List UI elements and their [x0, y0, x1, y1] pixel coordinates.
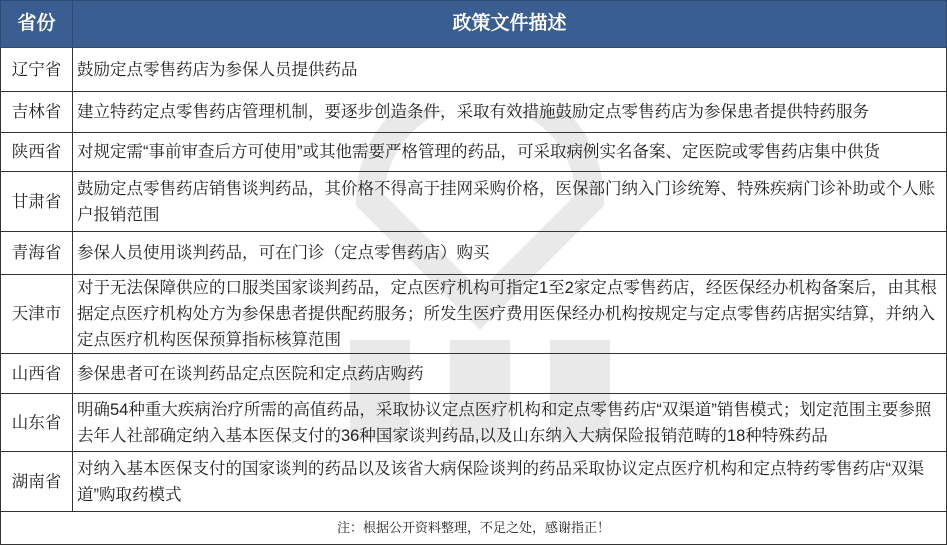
table-row: [1, 48, 947, 92]
description-cell: 对纳入基本医保支付的国家谈判的药品以及该省大病保险谈判的药品采取协议定点医疗机构和定点特药零售药店“双渠道”购取药模式: [73, 452, 947, 512]
table-row: [1, 394, 947, 452]
description-cell: 建立特药定点零售药店管理机制，要逐步创造条件，采取有效措施鼓励定点零售药店为参保患者提供特药服务: [73, 92, 947, 133]
province-cell: 辽宁省: [1, 48, 73, 92]
description-cell: 参保患者可在谈判药品定点医院和定点药店购药: [73, 354, 947, 394]
description-cell: 对规定需“事前审查后方可使用”或其他需要严格管理的药品，可采取病例实名备案、定医院或零售药店集中供货: [73, 133, 947, 172]
description-cell: 鼓励定点零售药店销售谈判药品，其价格不得高于挂网采购价格，医保部门纳入门诊统筹、特殊疾病门诊补助或个人账户报销范围: [73, 172, 947, 232]
table-row: [1, 232, 947, 275]
table-row: [1, 354, 947, 394]
province-cell: 山东省: [1, 394, 73, 452]
description-cell: 参保人员使用谈判药品，可在门诊（定点零售药店）购买: [73, 232, 947, 275]
header-province: 省份: [1, 1, 73, 48]
footnote: 注：根据公开资料整理，不足之处，感谢指正！: [1, 512, 947, 545]
table-row: [1, 92, 947, 133]
description-cell: 鼓励定点零售药店为参保人员提供药品: [73, 48, 947, 92]
table-row: [1, 133, 947, 172]
table-row: [1, 452, 947, 512]
province-cell: 吉林省: [1, 92, 73, 133]
province-cell: 陕西省: [1, 133, 73, 172]
table-header: [1, 1, 947, 48]
footer-row: [1, 512, 947, 545]
table-row: [1, 172, 947, 232]
province-cell: 湖南省: [1, 452, 73, 512]
description-cell: 对于无法保障供应的口服类国家谈判药品，定点医疗机构可指定1至2家定点零售药店，经医保经办机构备案后，由其根据定点医疗机构处方为参保患者提供配药服务；所发生医疗费用医保经办机构按规定与定点零售药店据实结算，并纳入定点医疗机构医保预算指标核算范围: [73, 275, 947, 354]
province-cell: 山西省: [1, 354, 73, 394]
province-cell: 青海省: [1, 232, 73, 275]
table-row: [1, 275, 947, 354]
description-cell: 明确54种重大疾病治疗所需的高值药品，采取协议定点医疗机构和定点零售药店“双渠道”销售模式；划定范围主要参照去年人社部确定纳入基本医保支付的36种国家谈判药品,以及山东纳入大病保险报销范畴的18种特殊药品: [73, 394, 947, 452]
province-cell: 甘肃省: [1, 172, 73, 232]
province-cell: 天津市: [1, 275, 73, 354]
header-description: 政策文件描述: [73, 1, 947, 48]
